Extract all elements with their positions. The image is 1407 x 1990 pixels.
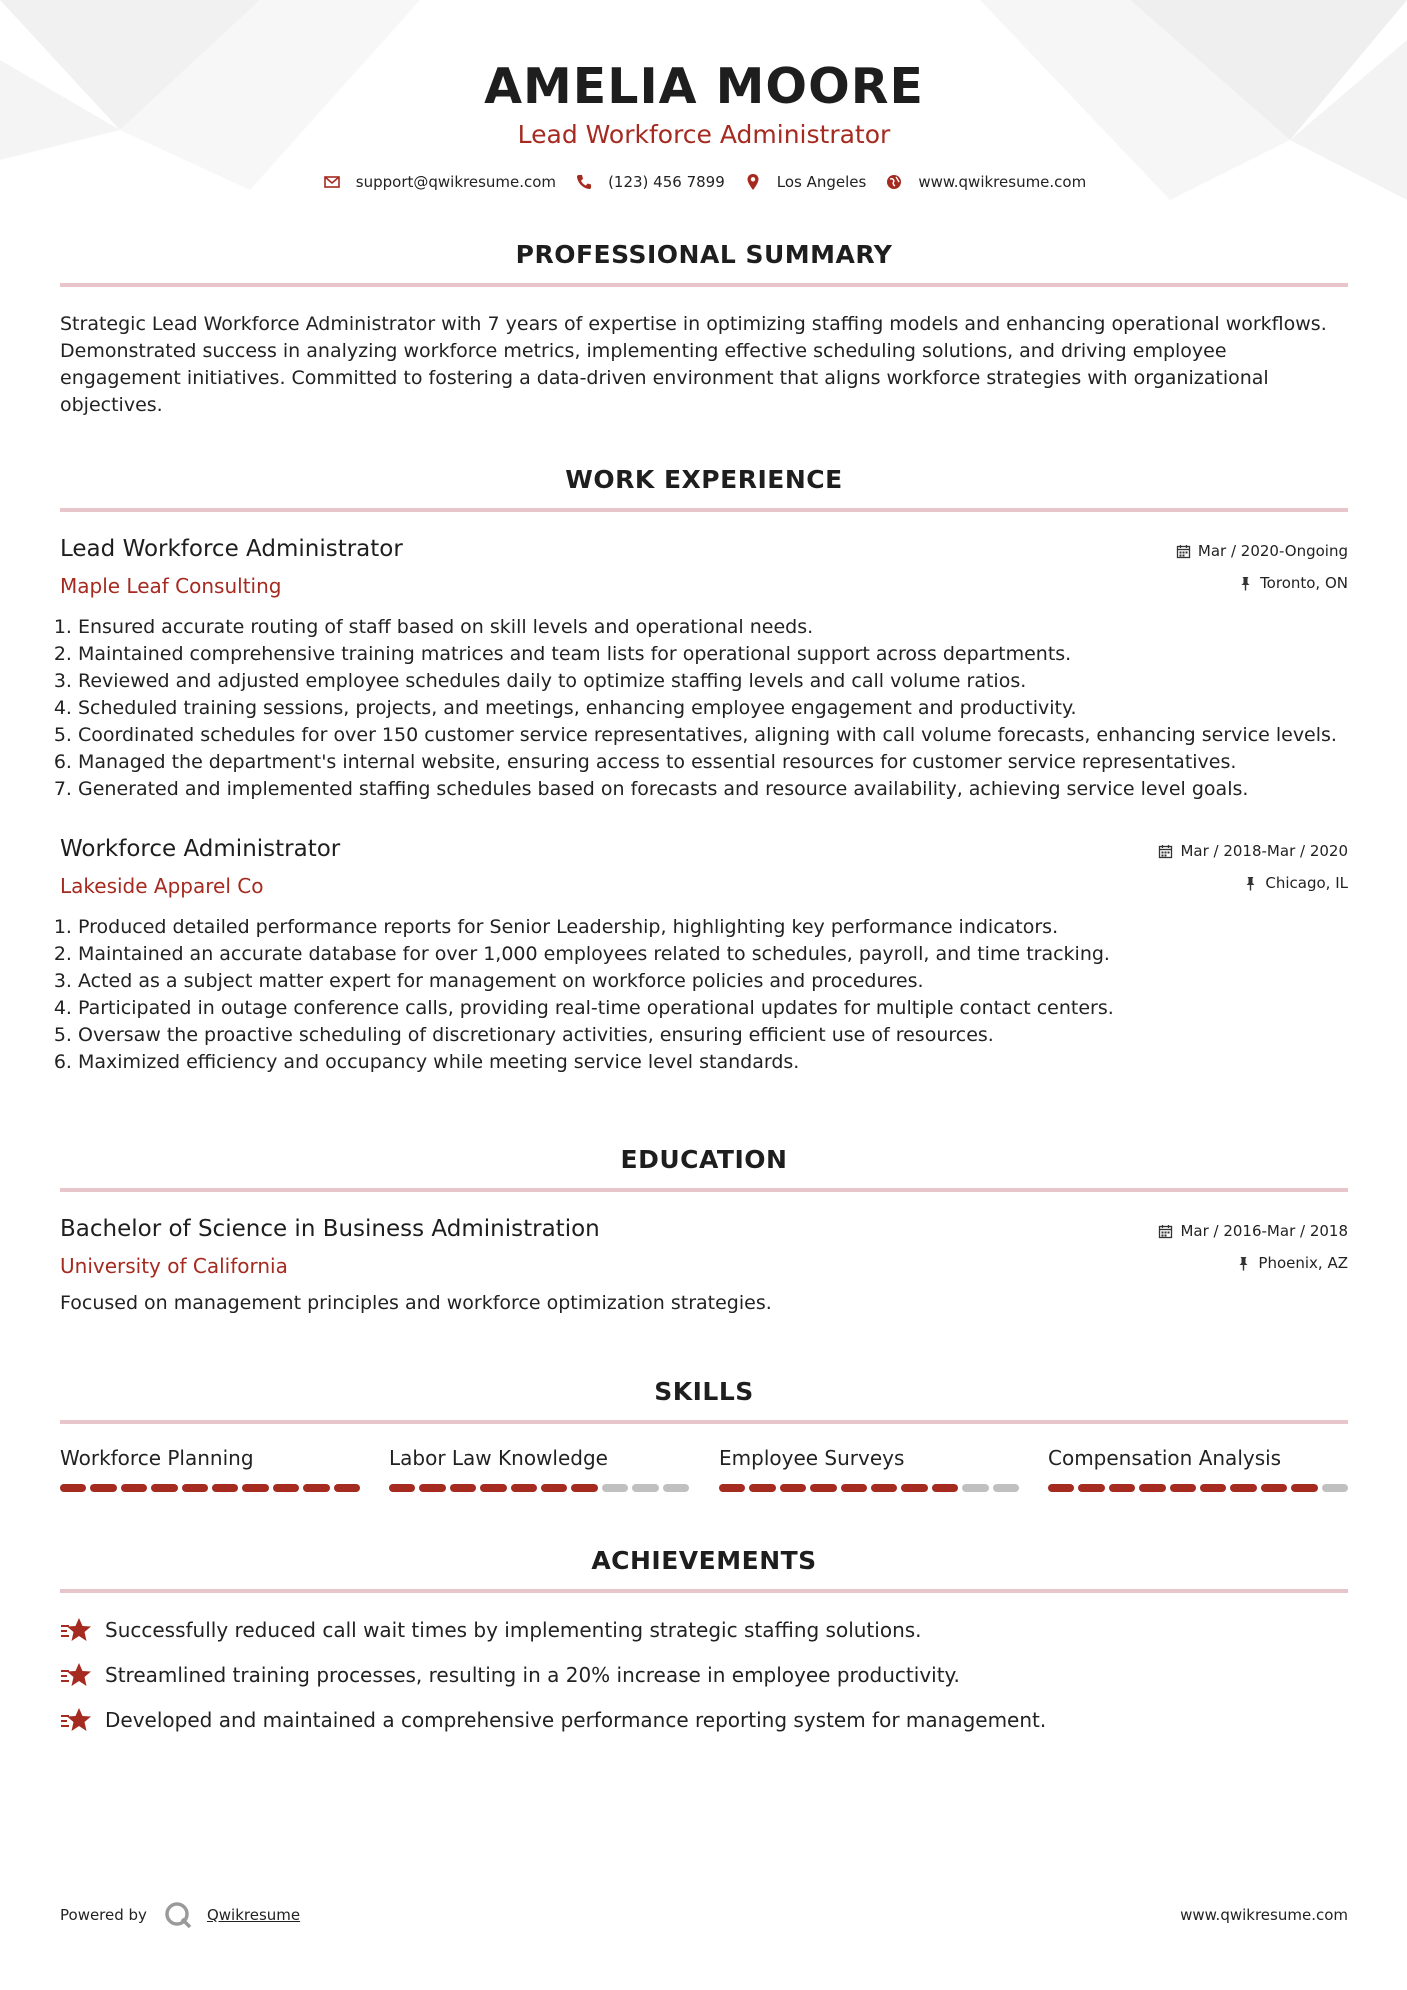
skill-segment-filled: [450, 1484, 476, 1492]
skill-item: [60, 1446, 360, 1492]
job-dates: [1176, 542, 1348, 560]
skill-segment-filled: [334, 1484, 360, 1492]
skill-segment-filled: [1261, 1484, 1287, 1492]
job-location: [1238, 574, 1348, 592]
skill-segment-filled: [303, 1484, 329, 1492]
skill-rating-bar: [389, 1484, 689, 1492]
skill-segment-filled: [932, 1484, 958, 1492]
skill-segment-empty: [962, 1484, 988, 1492]
contact-phone-text: (123) 456 7899: [608, 173, 725, 191]
job-title: Workforce Administrator: [60, 836, 341, 862]
skill-segment-filled: [121, 1484, 147, 1492]
education-dates: [1158, 1222, 1348, 1240]
calendar-icon: [1176, 544, 1191, 559]
skill-segment-filled: [419, 1484, 445, 1492]
skill-segment-filled: [273, 1484, 299, 1492]
education-degree: Bachelor of Science in Business Administration: [60, 1216, 600, 1242]
skill-segment-filled: [719, 1484, 745, 1492]
achievement-item: [60, 1706, 1046, 1734]
skill-segment-filled: [1048, 1484, 1074, 1492]
job-bullet: 3. Reviewed and adjusted employee schedules daily to optimize staffing levels and call volume ratios.: [78, 668, 1337, 695]
skill-segment-filled: [90, 1484, 116, 1492]
job-company: Maple Leaf Consulting: [60, 574, 282, 598]
skill-segment-empty: [602, 1484, 628, 1492]
job-bullet: 5. Coordinated schedules for over 150 customer service representatives, aligning with call volume forecasts, enhancing service levels.: [78, 722, 1337, 749]
job-bullet: 1. Produced detailed performance reports for Senior Leadership, highlighting key performance indicators.: [78, 914, 1114, 941]
pushpin-icon: [1243, 876, 1258, 891]
map-pin-icon: [743, 172, 763, 192]
skill-name: Labor Law Knowledge: [389, 1446, 608, 1470]
star-icon: [60, 1616, 92, 1644]
skill-segment-filled: [841, 1484, 867, 1492]
skill-segment-empty: [993, 1484, 1019, 1492]
pushpin-icon: [1238, 576, 1253, 591]
globe-icon: [884, 172, 904, 192]
footer-powered-by: [60, 1900, 300, 1930]
job-bullet: 7. Generated and implemented staffing schedules based on forecasts and resource availability, achieving service level goals.: [78, 776, 1337, 803]
skills-heading: SKILLS: [654, 1377, 754, 1406]
skill-segment-filled: [541, 1484, 567, 1492]
contact-location: [743, 172, 867, 192]
experience-heading: WORK EXPERIENCE: [565, 465, 843, 494]
job-bullet-list: [60, 614, 1337, 803]
summary-line: Demonstrated success in analyzing workforce metrics, implementing effective scheduling solutions, and driving employee: [60, 340, 1227, 362]
skill-segment-filled: [511, 1484, 537, 1492]
job-bullet: 6. Maximized efficiency and occupancy while meeting service level standards.: [78, 1049, 1114, 1076]
job-location-text: Chicago, IL: [1265, 874, 1348, 892]
contact-bar: [60, 172, 1348, 192]
skill-item: [1048, 1446, 1348, 1492]
skill-segment-filled: [1109, 1484, 1135, 1492]
job-bullet: 2. Maintained an accurate database for over 1,000 employees related to schedules, payroll, and time tracking.: [78, 941, 1114, 968]
summary-line: engagement initiatives. Committed to fostering a data-driven environment that aligns workforce strategies with organizational: [60, 367, 1269, 389]
summary-heading: PROFESSIONAL SUMMARY: [515, 240, 893, 269]
skill-segment-filled: [212, 1484, 238, 1492]
achievement-text: Developed and maintained a comprehensive performance reporting system for management.: [105, 1708, 1047, 1732]
job-title: Lead Workforce Administrator: [60, 536, 403, 562]
skill-segment-filled: [871, 1484, 897, 1492]
achievement-item: [60, 1661, 960, 1689]
star-icon: [60, 1706, 92, 1734]
education-description: Focused on management principles and workforce optimization strategies.: [60, 1292, 772, 1314]
skill-segment-filled: [1170, 1484, 1196, 1492]
job-location-text: Toronto, ON: [1260, 574, 1348, 592]
achievement-text: Streamlined training processes, resulting in a 20% increase in employee productivity.: [105, 1663, 960, 1687]
skill-segment-filled: [571, 1484, 597, 1492]
contact-phone[interactable]: [574, 172, 725, 192]
achievement-text: Successfully reduced call wait times by implementing strategic staffing solutions.: [105, 1618, 922, 1642]
candidate-role: Lead Workforce Administrator: [517, 120, 891, 149]
skill-segment-filled: [749, 1484, 775, 1492]
summary-line: objectives.: [60, 394, 163, 416]
education-location: [1236, 1254, 1348, 1272]
education-school: University of California: [60, 1254, 288, 1278]
contact-website-text: www.qwikresume.com: [918, 173, 1087, 191]
achievements-heading: ACHIEVEMENTS: [591, 1546, 817, 1575]
skill-rating-bar: [1048, 1484, 1348, 1492]
skill-item: [389, 1446, 689, 1492]
skill-name: Workforce Planning: [60, 1446, 254, 1470]
skill-segment-empty: [1322, 1484, 1348, 1492]
summary-text: [60, 311, 1348, 419]
skill-segment-filled: [182, 1484, 208, 1492]
powered-by-label: Powered by: [60, 1906, 147, 1924]
experience-divider: [60, 508, 1348, 512]
skill-segment-filled: [480, 1484, 506, 1492]
skill-segment-filled: [810, 1484, 836, 1492]
job-location: [1243, 874, 1348, 892]
skill-segment-filled: [1139, 1484, 1165, 1492]
job-bullet: 6. Managed the department's internal website, ensuring access to essential resources for customer service representatives.: [78, 749, 1337, 776]
job-dates-text: Mar / 2020-Ongoing: [1197, 542, 1348, 560]
skill-segment-filled: [1291, 1484, 1317, 1492]
education-heading: EDUCATION: [620, 1145, 788, 1174]
job-bullet: 3. Acted as a subject matter expert for management on workforce policies and procedures.: [78, 968, 1114, 995]
skill-segment-empty: [632, 1484, 658, 1492]
job-bullet: 1. Ensured accurate routing of staff based on skill levels and operational needs.: [78, 614, 1337, 641]
contact-website[interactable]: [884, 172, 1086, 192]
skill-segment-filled: [389, 1484, 415, 1492]
skill-segment-filled: [1200, 1484, 1226, 1492]
envelope-icon: [322, 172, 342, 192]
skill-segment-filled: [901, 1484, 927, 1492]
footer-website-link[interactable]: www.qwikresume.com: [1180, 1906, 1348, 1924]
job-bullet: 2. Maintained comprehensive training matrices and team lists for operational support across departments.: [78, 641, 1337, 668]
summary-divider: [60, 283, 1348, 287]
skill-segment-filled: [151, 1484, 177, 1492]
contact-location-text: Los Angeles: [776, 173, 867, 191]
achievement-item: [60, 1616, 922, 1644]
contact-email[interactable]: [322, 172, 556, 192]
skill-segment-filled: [1230, 1484, 1256, 1492]
skill-segment-filled: [242, 1484, 268, 1492]
education-location-text: Phoenix, AZ: [1258, 1254, 1348, 1272]
star-icon: [60, 1661, 92, 1689]
calendar-icon: [1158, 844, 1173, 859]
skill-item: [719, 1446, 1019, 1492]
qwikresume-link[interactable]: Qwikresume: [206, 1906, 301, 1924]
calendar-icon: [1158, 1224, 1173, 1239]
header-background-pattern: [0, 0, 1407, 230]
phone-icon: [574, 172, 594, 192]
education-divider: [60, 1188, 1348, 1192]
skill-rating-bar: [719, 1484, 1019, 1492]
skill-segment-filled: [780, 1484, 806, 1492]
skill-name: Compensation Analysis: [1048, 1446, 1282, 1470]
job-dates: [1158, 842, 1348, 860]
job-bullet: 4. Scheduled training sessions, projects, and meetings, enhancing employee engagement and productivity.: [78, 695, 1337, 722]
job-bullet: 5. Oversaw the proactive scheduling of discretionary activities, ensuring efficient use of resources.: [78, 1022, 1114, 1049]
skills-divider: [60, 1420, 1348, 1424]
skill-segment-empty: [663, 1484, 689, 1492]
education-dates-text: Mar / 2016-Mar / 2018: [1180, 1222, 1348, 1240]
skill-segment-filled: [1078, 1484, 1104, 1492]
candidate-name: AMELIA MOORE: [484, 58, 924, 115]
summary-line: Strategic Lead Workforce Administrator with 7 years of expertise in optimizing staffing models and enhancing operational workflows.: [60, 313, 1327, 335]
skill-rating-bar: [60, 1484, 360, 1492]
job-dates-text: Mar / 2018-Mar / 2020: [1180, 842, 1348, 860]
job-bullet-list: [60, 914, 1114, 1076]
pushpin-icon: [1236, 1256, 1251, 1271]
job-bullet: 4. Participated in outage conference calls, providing real-time operational updates for multiple contact centers.: [78, 995, 1114, 1022]
skill-segment-filled: [60, 1484, 86, 1492]
achievements-divider: [60, 1589, 1348, 1593]
job-company: Lakeside Apparel Co: [60, 874, 264, 898]
qwikresume-logo-icon: [163, 1900, 193, 1930]
contact-email-text: support@qwikresume.com: [355, 173, 557, 191]
skill-name: Employee Surveys: [719, 1446, 905, 1470]
